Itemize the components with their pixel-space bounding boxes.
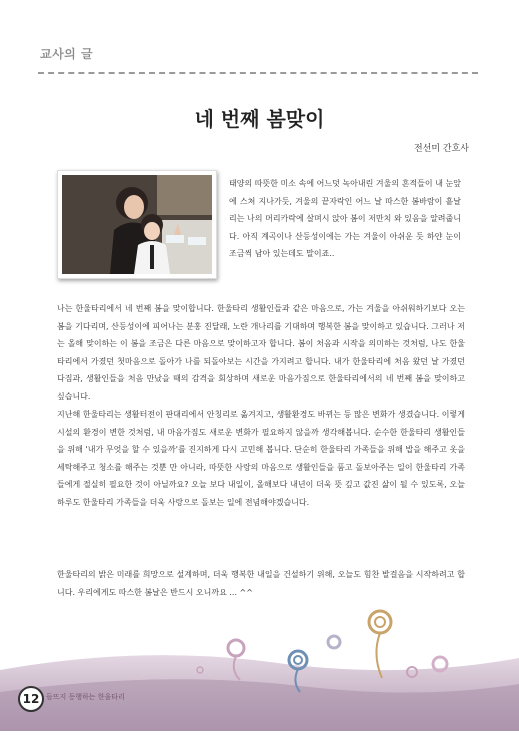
teacher-photo — [62, 175, 212, 274]
intro-text: 태양의 따뜻한 미소 속에 어느덧 녹아내린 겨울의 흔적들이 내 눈앞에 스쳐 지나가듯, 겨울의 끝자락인 어느 날 따스한 봄바람이 흩날리는 나의 머리카락에 살며시 앉아 봄이 저만치 와 있음을 알려줍니다. 아직 계곡이나 산등성이에는 가는 겨울이 아쉬운 듯 하얀 눈이 조금씩 남아 있는데도 말이죠.. — [229, 179, 461, 258]
photo-frame — [57, 170, 217, 279]
paragraph-3: 한울타리의 밝은 미래를 희망으로 설계하며, 더욱 행복한 내일을 건설하기 위해, 오늘도 힘찬 발걸음을 시작하려고 합니다. 우리에게도 따스한 봄날은 반드시 오니까요 ... ^^ — [57, 570, 465, 597]
paragraph-2: 지난해 한울타리는 생활터전이 판대리에서 안칭리로 옮겨지고, 생활환경도 바뀌는 등 많은 변화가 생겼습니다. 이렇게 시설의 환경이 변한 것처럼, 내 마음가짐도 새로운 변화가 필요하지 않을까 생각해봅니다. 순수한 한울타리 생활인들을 위해 '내가 무엇을 할 수 있을까'를 진지하게 다시 고민해 봅니다. 단순히 한울타리 가족들을 위해 밥을 해주고 옷을 세탁해주고 청소를 해주는 것뿐 만 아니라, 따뜻한 사랑의 마음으로 생활인들을 품고 돌보아주는 일이 한울타리 가족들에게 절실히 필요한 것이 아닐까요? 오늘 보다 내일이, 올해보다 내년이 더욱 뜻 깊고 값진 삶이 될 수 있도록, 오늘 하루도 한울타리 가족들을 더욱 사랑으로 돌보는 일에 전념해야겠습니다. — [57, 410, 465, 507]
page-number: 12 — [18, 686, 44, 712]
footer-decoration — [0, 600, 519, 731]
paragraph-1: 나는 한울타리에서 네 번째 봄을 맞이합니다. 한울타리 생활인들과 같은 마음으로, 가는 겨울을 아쉬워하기보다 오는 봄을 기다리며, 산등성이에 피어나는 분홍 진달래, 노란 개나리를 기대하며 행복한 봄을 맞이하고 있습니다. 그러나 저는 올해 맞이하는 이 봄을 조금은 다른 마음으로 맞이하고자 합니다. 봄이 처음과 시작을 의미하는 것처럼, 나도 한울타리에서 가졌던 첫마음으로 돌아가 나를 되돌아보는 시간을 가지려고 합니다. 내가 한울타리에 처음 왔던 날 가졌던 다짐과, 생활인들을 처음 만났을 때의 감격을 회상하며 새로운 마음가짐으로 한울타리에서의 네 번째 봄을 맞이하고 싶습니다. — [57, 304, 465, 401]
section-label: 교사의 글 — [40, 47, 94, 61]
article-author: 전선미 간호사 — [413, 144, 469, 154]
section-divider — [38, 72, 478, 74]
footer-brand: 들뜨지 동행하는 한울타리 — [46, 693, 125, 701]
article-title: 네 번째 봄맞이 — [194, 107, 325, 131]
